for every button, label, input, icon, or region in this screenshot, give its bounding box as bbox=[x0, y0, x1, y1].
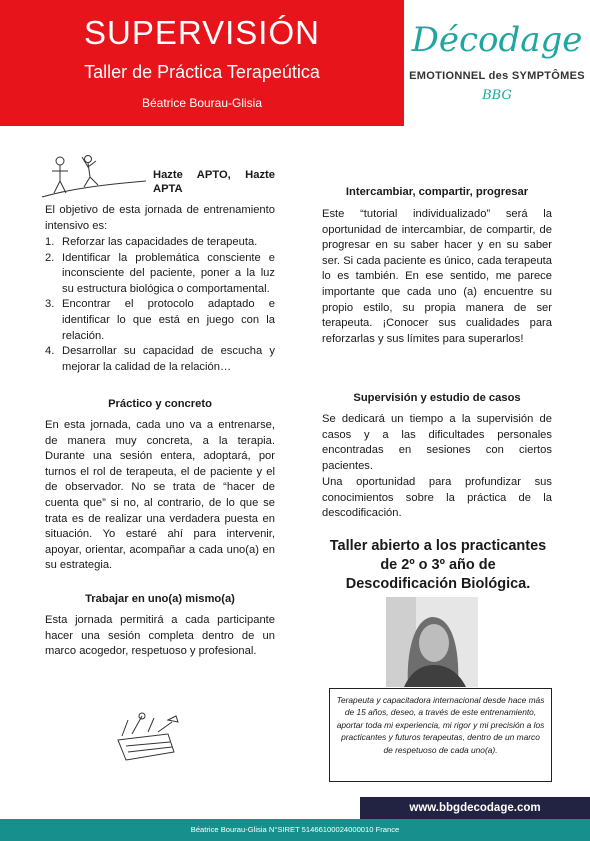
page-title: SUPERVISIÓN bbox=[84, 14, 320, 51]
intro-text: El objetivo de esta jornada de entrenamiento intensivo es: bbox=[45, 204, 275, 232]
brand-logo bbox=[404, 0, 590, 126]
trabajar-text: Esta jornada permitirá a cada participante hacer una sesión completa dentro de un marco acogedor, respetuoso y profesional. bbox=[45, 614, 275, 658]
list-item bbox=[45, 344, 275, 375]
workshop-callout bbox=[316, 537, 560, 594]
list-item bbox=[45, 251, 275, 298]
figures-illustration bbox=[40, 151, 148, 201]
list-item-text: Identificar la problemática consciente e inconsciente del paciente, poner a la luz su estructura biológica o comportamental. bbox=[62, 251, 275, 295]
footer-legal: Béatrice Bourau-Glisia N°SIRET 51466100024000010 France bbox=[0, 819, 590, 841]
list-number: 4. bbox=[45, 345, 55, 358]
supervision-heading: Supervisión y estudio de casos bbox=[353, 392, 521, 404]
list-number: 3. bbox=[45, 298, 55, 311]
list-item-text: Reforzar las capacidades de terapeuta. bbox=[62, 236, 258, 248]
intercambiar-heading: Intercambiar, compartir, progresar bbox=[345, 186, 529, 198]
list-item-text: Desarrollar su capacidad de escucha y mejorar la calidad de la relación… bbox=[62, 345, 275, 373]
intro-heading: Hazte APTO, Hazte APTA bbox=[153, 169, 275, 195]
list-item bbox=[45, 297, 275, 344]
bio-box: Terapeuta y capacitadora internacional desde hace más de 15 años, deseo, a través de este entrenamiento, aportar toda mi experiencia, mi rigor y mi precisión a los practicantes y futuros terapeutas, dentro de un marco de respetuoso de cada uno(a). bbox=[329, 688, 552, 782]
practico-heading: Práctico y concreto bbox=[108, 398, 212, 410]
author-photo bbox=[386, 597, 478, 687]
trabajar-heading: Trabajar en uno(a) mismo(a) bbox=[85, 593, 235, 605]
supervision-text: Se dedicará un tiempo a la supervisión de casos y a las dificultades personales encontradas en sesiones con ciertos pacientes. bbox=[322, 413, 552, 472]
author-name: Béatrice Bourau-Glisia bbox=[141, 96, 263, 110]
list-item bbox=[45, 235, 275, 251]
list-number: 2. bbox=[45, 251, 55, 264]
list-item-text: Encontrar el protocolo adaptado e identificar lo que está en juego con la relación. bbox=[62, 298, 275, 342]
website-link[interactable]: www.bbgdecodage.com bbox=[360, 797, 590, 819]
workshop-line-1: Taller abierto a los practicantes bbox=[329, 538, 547, 554]
logo-script-text: Décodage bbox=[411, 20, 583, 60]
workshop-line-3: Descodificación Biológica. bbox=[345, 576, 531, 592]
logo-tagline: EMOTIONNEL des SYMPTÔMES bbox=[409, 70, 585, 82]
oportunidad-text: Una oportunidad para profundizar sus conocimientos sobre la práctica de la descodificación. bbox=[322, 476, 552, 520]
page-subtitle: Taller de Práctica Terapeútica bbox=[84, 62, 320, 82]
intercambiar-text: Este “tutorial individualizado” será la oportunidad de intercambiar, de compartir, de progresar en su saber hacer y en su saber ser. Si cada paciente es único, cada terapeuta lo es también. En ese sentido, me parece importante que cada uno (a) encuentre su propio estilo, su propia manera de ser terapeuta. ¡Conocer sus cualidades para reforzarlas y sus límites para superarlos! bbox=[322, 208, 552, 345]
objectives-list bbox=[45, 235, 275, 375]
practico-text: En esta jornada, cada uno va a entrenarse, de manera muy concreta, a la terapia. Durante una sesión entera, adoptará, por turnos el rol de terapeuta, el de paciente y el de observador. No se trata de “hacer de cuenta que” si no, al contrario, de lo que se trata es de realizar una verdadera puesta en situación. Yo estaré ahí para intervenir, apoyar, orientar, acompañar a cada uno(a) en su estrategia. bbox=[45, 419, 275, 572]
workshop-line-2: de 2º o 3º año de bbox=[380, 557, 496, 573]
list-number: 1. bbox=[45, 236, 55, 248]
toolbox-illustration bbox=[108, 712, 188, 766]
logo-monogram: BBG bbox=[482, 88, 512, 103]
